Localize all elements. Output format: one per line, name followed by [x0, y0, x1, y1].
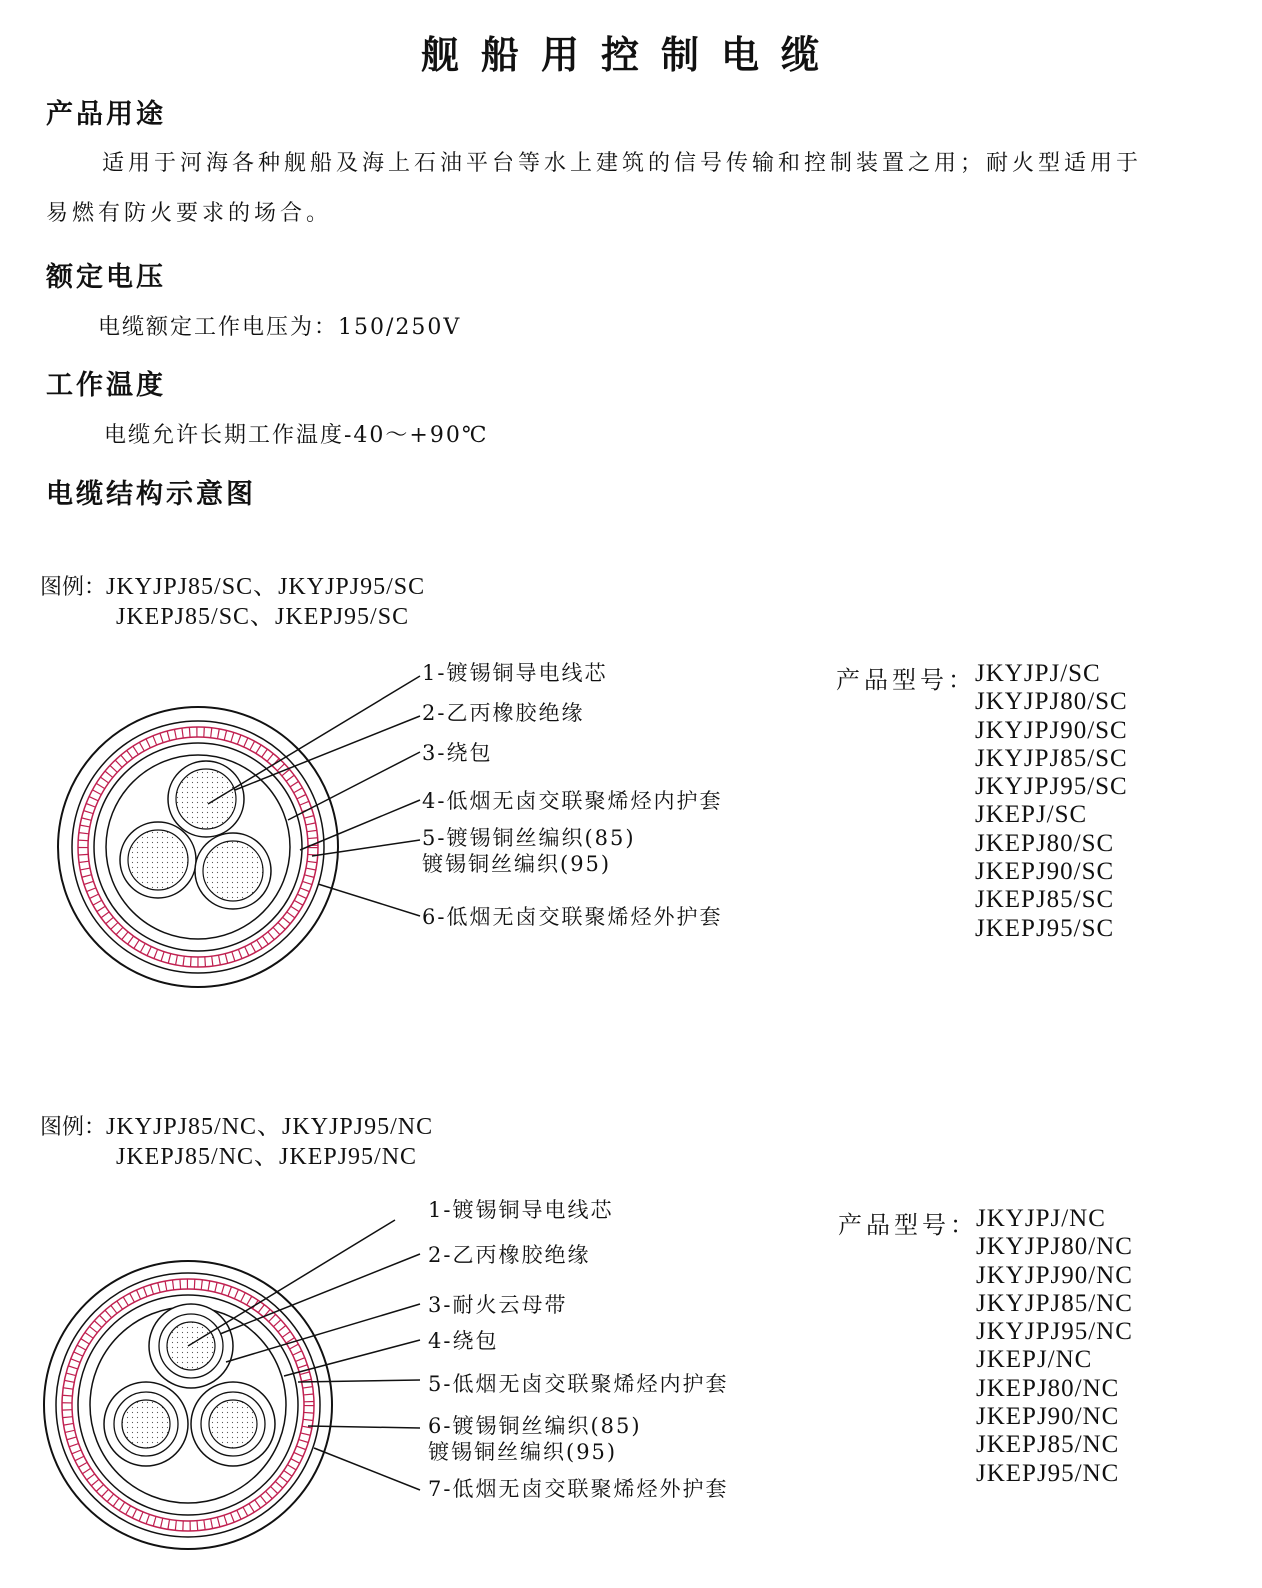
model-item: JKYJPJ90/NC [976, 1261, 1133, 1289]
callout-sc-2: 2-乙丙橡胶绝缘 [422, 701, 585, 725]
model-item: JKEPJ/SC [975, 801, 1088, 829]
model-item: JKYJPJ/SC [975, 660, 1101, 687]
model-item: JKEPJ90/SC [975, 858, 1115, 886]
usage-text-line2: 易燃有防火要求的场合。 [46, 201, 333, 226]
model-item: JKYJPJ80/SC [975, 688, 1128, 716]
model-item: JKYJPJ95/NC [976, 1318, 1133, 1346]
callout-nc-6b: 镀锡铜丝编织(95) [428, 1440, 618, 1464]
voltage-text: 电缆额定工作电压为：150/250V [98, 315, 462, 340]
legend-nc-line1: JKYJPJ85/NC、JKYJPJ95/NC [106, 1114, 434, 1140]
callout-sc-5: 5-镀锡铜丝编织(85) [422, 826, 636, 850]
model-item: JKEPJ95/NC [976, 1459, 1120, 1487]
model-item: JKEPJ/NC [976, 1346, 1093, 1374]
usage-heading: 产品用途 [46, 99, 166, 130]
legend-sc-prefix: 图例： [40, 575, 107, 600]
callout-nc-5: 5-低烟无卤交联聚烯烃内护套 [428, 1372, 729, 1396]
temperature-heading: 工作温度 [46, 370, 166, 401]
legend-sc-line1: JKYJPJ85/SC、JKYJPJ95/SC [106, 574, 426, 600]
model-item: JKYJPJ80/NC [976, 1233, 1133, 1261]
outer-sheath-sc [58, 707, 338, 987]
model-list-nc [976, 1205, 1133, 1488]
callout-nc-4: 4-绕包 [428, 1329, 499, 1353]
temperature-text: 电缆允许长期工作温度-40～+90℃ [104, 423, 489, 448]
callout-sc-3: 3-绕包 [422, 741, 493, 765]
model-item: JKYJPJ90/SC [975, 716, 1128, 744]
callout-nc-2: 2-乙丙橡胶绝缘 [428, 1243, 591, 1267]
model-label-sc: 产品型号： [836, 666, 976, 694]
legend-nc-prefix: 图例： [40, 1115, 107, 1140]
callout-nc-3: 3-耐火云母带 [428, 1293, 568, 1317]
callout-nc-1: 1-镀锡铜导电线芯 [428, 1198, 614, 1222]
cable-cross-section-sc [0, 640, 760, 1010]
model-list-sc [975, 660, 1128, 943]
model-item: JKYJPJ95/SC [975, 773, 1128, 801]
model-item: JKYJPJ/NC [976, 1205, 1106, 1232]
callout-nc-6: 6-镀锡铜丝编织(85) [428, 1414, 642, 1438]
model-item: JKEPJ85/SC [975, 886, 1115, 914]
usage-text-line1: 适用于河海各种舰船及海上石油平台等水上建筑的信号传输和控制装置之用；耐火型适用于 [102, 151, 1143, 176]
model-item: JKEPJ80/SC [975, 829, 1115, 857]
voltage-heading: 额定电压 [46, 262, 166, 293]
model-item: JKEPJ95/SC [975, 914, 1115, 942]
structure-heading: 电缆结构示意图 [46, 479, 256, 510]
legend-sc-line2: JKEPJ85/SC、JKEPJ95/SC [116, 604, 410, 630]
model-label-nc: 产品型号： [838, 1211, 978, 1239]
model-item: JKYJPJ85/NC [976, 1289, 1133, 1317]
page-title: 舰船用控制电缆 [420, 33, 841, 77]
model-item: JKEPJ90/NC [976, 1403, 1120, 1431]
callout-sc-5b: 镀锡铜丝编织(95) [422, 852, 612, 876]
conductors-sc [120, 761, 271, 909]
legend-nc-line2: JKEPJ85/NC、JKEPJ95/NC [116, 1144, 418, 1170]
callout-sc-6: 6-低烟无卤交联聚烯烃外护套 [422, 905, 723, 929]
model-item: JKEPJ85/NC [976, 1431, 1120, 1459]
model-item: JKEPJ80/NC [976, 1374, 1120, 1402]
model-item: JKYJPJ85/SC [975, 744, 1128, 772]
callout-sc-1: 1-镀锡铜导电线芯 [422, 661, 608, 685]
callout-sc-4: 4-低烟无卤交联聚烯烃内护套 [422, 789, 723, 813]
callout-nc-7: 7-低烟无卤交联聚烯烃外护套 [428, 1477, 729, 1501]
